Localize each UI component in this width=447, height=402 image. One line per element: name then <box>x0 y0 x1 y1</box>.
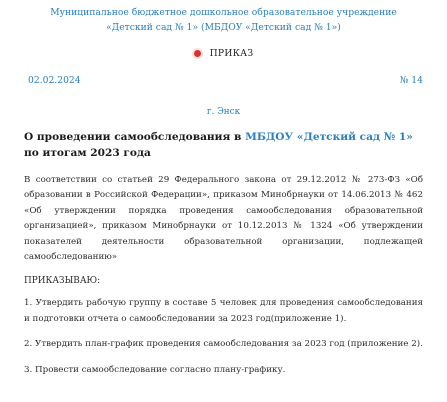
doc-city: г. Энск <box>206 107 241 117</box>
order-label: ПРИКАЗЫВАЮ: <box>24 276 101 287</box>
order-item-1: 1. Утвердить рабочую группу в составе 5 человек для проведения самообследования и подготовки отчета о самообследовании за 2023 год(приложение 1). <box>24 298 423 324</box>
doc-date: 02.02.2024 <box>28 75 81 86</box>
required-marker-icon <box>194 50 201 57</box>
doc-title <box>24 129 423 161</box>
org-name-line2: «Детский сад № 1» (МБДОУ «Детский сад № 1») <box>106 22 341 33</box>
doc-title-part2: по итогам 2023 года <box>24 147 151 159</box>
doc-type-row <box>24 46 423 60</box>
doc-preamble: В соответствии со статьей 29 Федерального закона от 29.12.2012 № 273-ФЗ «Об образовании в Российской Федерации», приказом Минобрнауки от 14.06.2013 № 462 «Об утверждении порядка проведения самообследования образовательной организацией», приказом Минобрнауки от 10.12.2013 № 1324 «Об утверждении показателей деятельности образовательной организации, подлежащей самообследованию» <box>24 175 423 263</box>
doc-type: ПРИКАЗ <box>209 47 254 59</box>
org-name-line1: Муниципальное бюджетное дошкольное образовательное учреждение <box>50 7 397 18</box>
doc-number: № 14 <box>399 75 423 86</box>
order-item-3: 3. Провести самообследование согласно плану-графику. <box>24 364 286 375</box>
doc-meta-row <box>24 75 423 86</box>
doc-title-org: МБДОУ «Детский сад № 1» <box>245 131 413 143</box>
order-item-2: 2. Утвердить план-график проведения самообследования за 2023 год (приложение 2). <box>24 339 423 350</box>
doc-title-part1: О проведении самообследования в <box>24 131 246 143</box>
